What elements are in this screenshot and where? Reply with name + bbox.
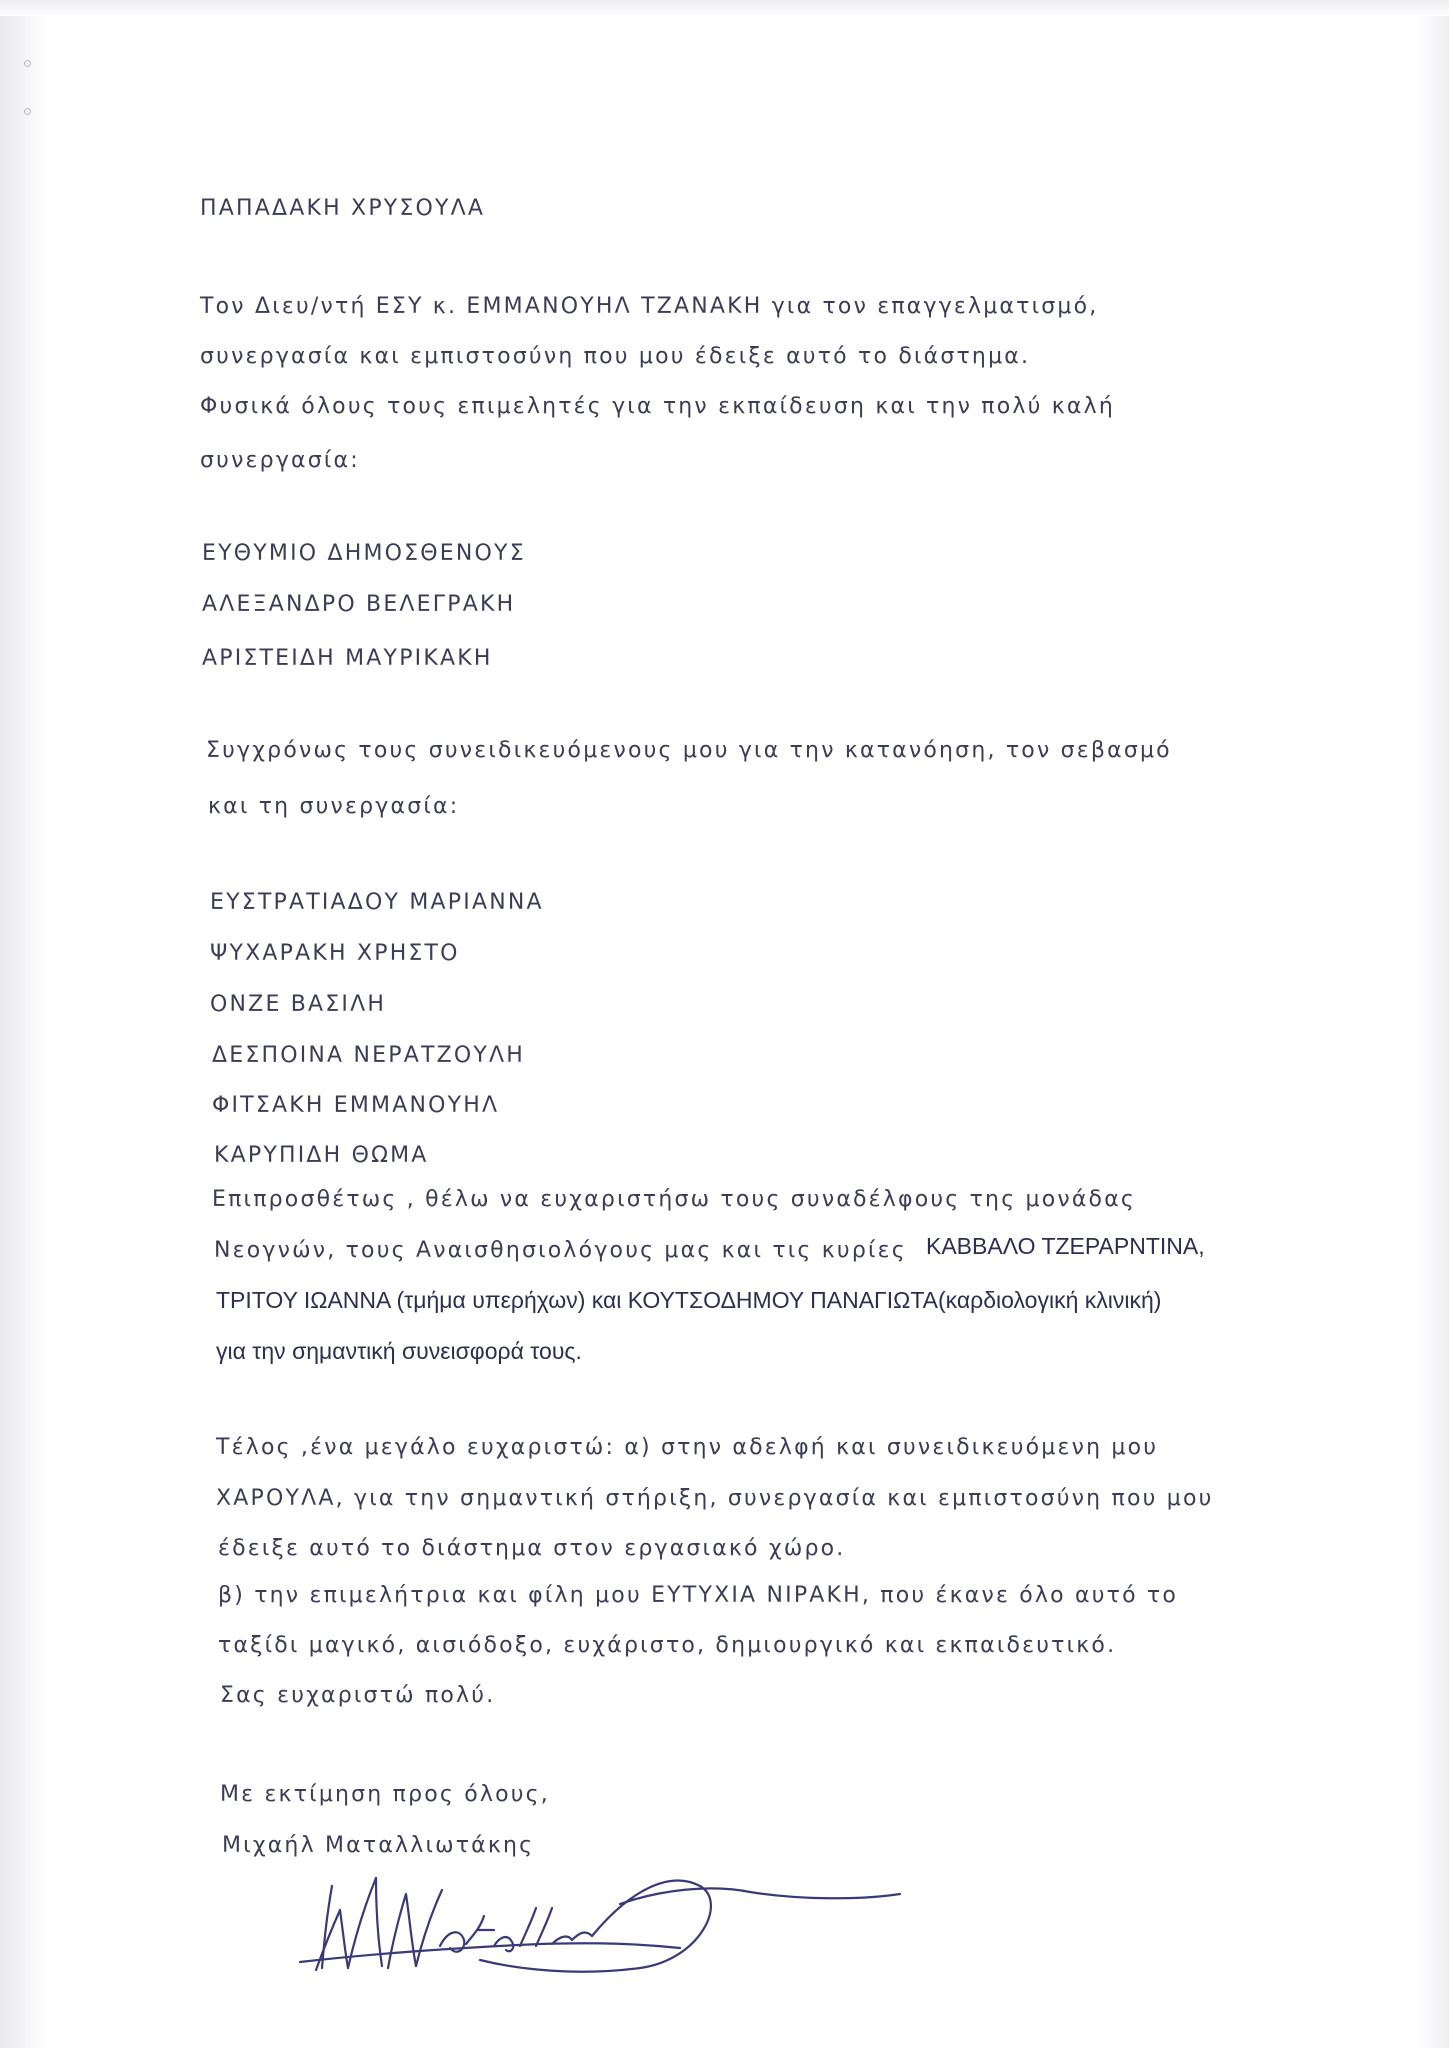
- punch-mark-icon: [24, 108, 31, 115]
- resident-name: ΚΑΡΥΠΙΔΗ ΘΩΜΑ: [214, 1143, 429, 1168]
- para3-line: Επιπροσθέτως , θέλω να ευχαριστήσω τους συναδέλφους της μονάδας: [212, 1187, 1137, 1212]
- recipient-name: ΠΑΠΑΔΑΚΗ ΧΡΥΣΟΥΛΑ: [200, 196, 486, 221]
- para3-line: ΤΡΙΤΟΥ ΙΩΑΝΝΑ (τμήμα υπερήχων) και ΚΟΥΤΣΟΔΗΜΟΥ ΠΑΝΑΓΙΩΤΑ(καρδιολογική κλινική): [216, 1287, 1162, 1313]
- para1-line: Τον Διευ/ντή ΕΣΥ κ. ΕΜΜΑΝΟΥΗΛ ΤΖΑΝΑΚΗ για τον επαγγελματισμό,: [200, 294, 1099, 319]
- supervisor-name: ΕΥΘΥΜΙΟ ΔΗΜΟΣΘΕΝΟΥΣ: [202, 541, 526, 566]
- para4-line: β) την επιμελήτρια και φίλη μου ΕΥΤΥΧΙΑ ΝΙΡΑΚΗ, που έκανε όλο αυτό το: [218, 1583, 1179, 1608]
- para3-line: Νεογνών, τους Αναισθησιολόγους μας και τις κυρίες: [214, 1238, 907, 1263]
- resident-name: ΔΕΣΠΟΙΝΑ ΝΕΡΑΤΖΟΥΛΗ: [212, 1043, 526, 1068]
- para4-line: έδειξε αυτό το διάστημα στον εργασιακό χώρο.: [218, 1536, 846, 1561]
- resident-name: ΨΥΧΑΡΑΚΗ ΧΡΗΣΤΟ: [210, 941, 460, 966]
- scan-shadow-right: [1419, 0, 1449, 2048]
- para2-line: και τη συνεργασία:: [208, 794, 460, 819]
- para4-line: ταξίδι μαγικό, αισιόδοξο, ευχάριστο, δημιουργικό και εκπαιδευτικό.: [218, 1633, 1117, 1658]
- scan-shadow-top: [0, 0, 1449, 16]
- para1-line: συνεργασία και εμπιστοσύνη που μου έδειξε αυτό το διάστημα.: [200, 344, 1031, 369]
- resident-name: ΦΙΤΣΑΚΗ ΕΜΜΑΝΟΥΗΛ: [212, 1093, 500, 1118]
- resident-name: ΟΝΖΕ ΒΑΣΙΛΗ: [210, 992, 387, 1017]
- para4-line: Τέλος ,ένα μεγάλο ευχαριστώ: α) στην αδελφή και συνειδικευόμενη μου: [216, 1435, 1159, 1460]
- handwritten-signature-icon: [280, 1850, 920, 1990]
- supervisor-name: ΑΛΕΞΑΝΔΡΟ ΒΕΛΕΓΡΑΚΗ: [202, 592, 516, 617]
- sender-name: Μιχαήλ Ματαλλιωτάκης: [222, 1833, 535, 1858]
- para3-name-kavvalo: ΚΑΒΒΑΛΟ ΤΖΕΡΑΡΝΤΙΝΑ,: [926, 1233, 1205, 1259]
- para3-line: για την σημαντική συνεισφορά τους.: [216, 1338, 582, 1364]
- closing-line: Με εκτίμηση προς όλους,: [220, 1782, 550, 1807]
- para4-line: Σας ευχαριστώ πολύ.: [220, 1683, 496, 1708]
- supervisor-name: ΑΡΙΣΤΕΙΔΗ ΜΑΥΡΙΚΑΚΗ: [202, 646, 493, 671]
- para2-line: Συγχρόνως τους συνειδικευόμενους μου για την κατανόηση, τον σεβασμό: [206, 738, 1172, 763]
- para4-line: ΧΑΡΟΥΛΑ, για την σημαντική στήριξη, συνεργασία και εμπιστοσύνη που μου: [216, 1486, 1214, 1511]
- para1-line: συνεργασία:: [200, 448, 360, 473]
- resident-name: ΕΥΣΤΡΑΤΙΑΔΟΥ ΜΑΡΙΑΝΝΑ: [210, 890, 544, 915]
- scan-shadow-left: [0, 0, 46, 2048]
- para1-line: Φυσικά όλους τους επιμελητές για την εκπαίδευση και την πολύ καλή: [200, 394, 1115, 419]
- punch-mark-icon: [24, 60, 31, 67]
